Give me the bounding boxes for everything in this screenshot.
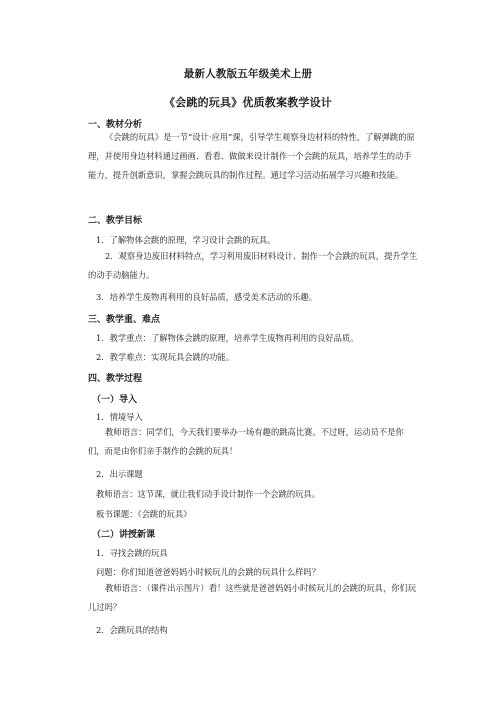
section-heading-4: 四、教学过程 xyxy=(88,374,143,384)
doc-subtitle: 《会跳的玩具》优质教案教学设计 xyxy=(164,96,332,109)
teacher-line-3: 教师语言：（课件出示图片）看！这些就是爸爸妈妈小时候玩儿的会跳的玩具，你们玩儿过吗？ xyxy=(88,583,417,613)
goal-3: 3．培养学生废物再利用的良好品质，感受美术活动的乐趣。 xyxy=(96,292,317,302)
teacher-line-1: 教师语言：同学们，今天我们要举办一场有趣的跳高比赛。不过呀，运动员不是你们，而是由你们亲手制作的会跳的玩具！ xyxy=(88,427,404,457)
subheading-intro: （一）导入 xyxy=(92,395,138,405)
subheading-new-lesson: （二）讲授新课 xyxy=(92,530,156,540)
teacher-line-2: 教师语言：这节课，就让我们动手设计制作一个会跳的玩具。 xyxy=(96,489,321,499)
key-point-2: 2．教学难点：实现玩具会跳的功能。 xyxy=(96,352,235,362)
key-point-1: 1．教学重点：了解物体会跳的原理，培养学生废物再利用的良好品质。 xyxy=(96,333,359,343)
step-3: 1．寻找会跳的玩具 xyxy=(96,548,168,558)
section-heading-3: 三、教学重、难点 xyxy=(88,315,161,325)
doc-title: 最新人教版五年级美术上册 xyxy=(183,68,313,80)
section-heading-1: 一、教材分析 xyxy=(88,120,143,130)
board-title: 板书课题：《会跳的玩具》 xyxy=(96,509,192,519)
section-1-paragraph: 《会跳的玩具》是一节“设计·应用”课，引导学生观察身边材料的特性，了解弹跳的原理，并使用身边材料通过画画、看看、做做来设计制作一个会跳的玩具，培养学生的动手能力，提升创新意识，掌握会跳玩具的制作过程。通过学习活动拓展学习兴趣和技能。 xyxy=(88,132,415,181)
goal-2: 2．观察身边废旧材料特点，学习利用废旧材料设计、制作一个会跳的玩具，提升学生的动手动脑能力。 xyxy=(88,251,418,281)
section-heading-2: 二、教学目标 xyxy=(88,216,143,226)
step-4: 2．会跳玩具的结构 xyxy=(96,625,168,635)
step-1: 1．情境导入 xyxy=(96,412,143,422)
question-line: 问题：你们知道爸爸妈妈小时候玩儿的会跳的玩具什么样吗？ xyxy=(96,567,321,577)
goal-1: 1．了解物体会跳的原理，学习设计会跳的玩具。 xyxy=(96,235,276,245)
step-2: 2．出示课题 xyxy=(96,469,143,479)
